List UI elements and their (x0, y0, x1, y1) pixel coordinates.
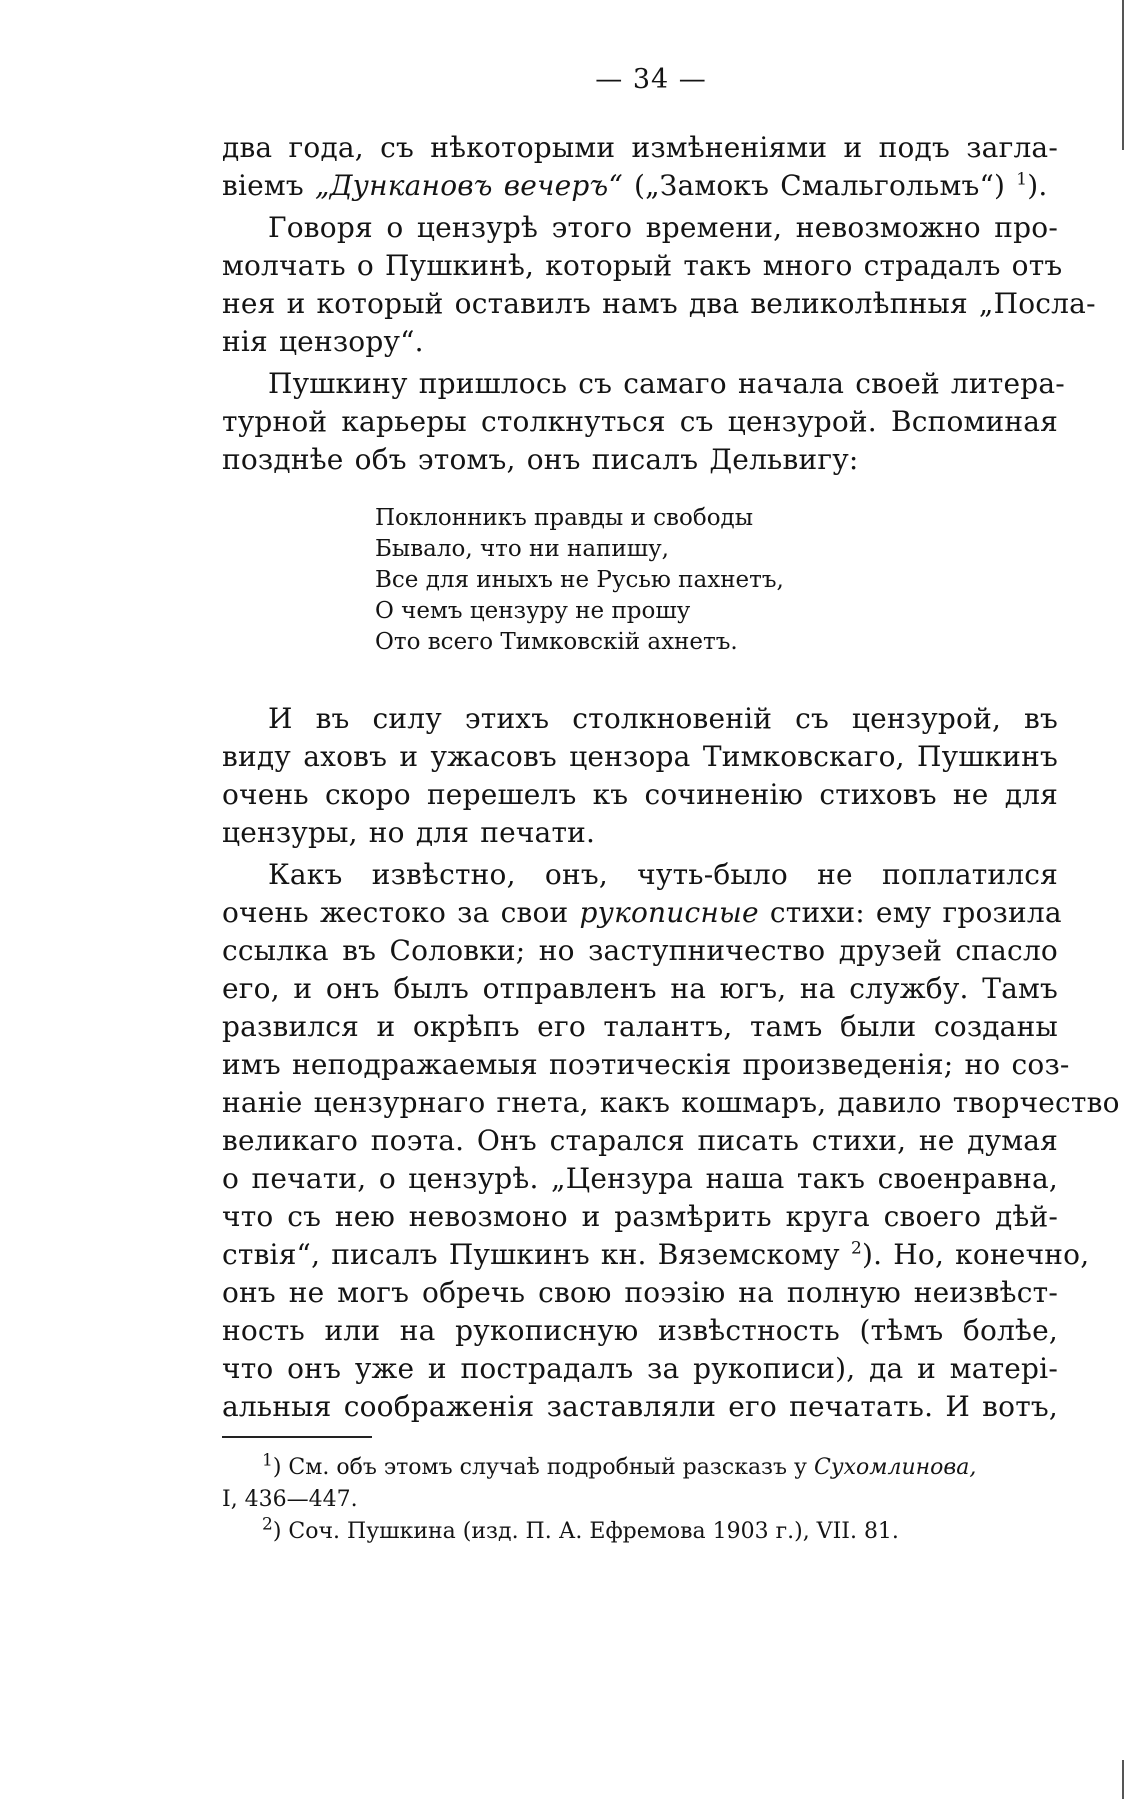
text-span: ). (1027, 169, 1048, 202)
footnote-ref: 2 (850, 1238, 862, 1259)
footnote-text: ) См. объ этомъ случаѣ подробный разсказъ у (272, 1455, 814, 1480)
author-name-italic: Сухомлинова, (814, 1455, 977, 1480)
paragraph-1 (222, 129, 1058, 205)
text-line: его, и онъ былъ отправленъ на югъ, на службу. Тамъ (222, 972, 1058, 1005)
text-span: („Замокъ Смальгольмъ“) (622, 169, 1017, 202)
text-line: два года, съ нѣкоторыми измѣненіями и подъ загла- (222, 131, 1058, 164)
text-line: очень скоро перешелъ къ сочиненію стиховъ не для (222, 778, 1058, 811)
text-line (222, 1236, 1090, 1274)
poem-quote (375, 503, 1058, 658)
footnote-1-continuation: I, 436—447. (222, 1487, 358, 1512)
emphasis-italic: рукописные (579, 896, 759, 929)
poem-line: О чемъ цензуру не прошу (375, 598, 691, 624)
text-line: нія цензору“. (222, 325, 424, 358)
text-line: Пушкину пришлось съ самаго начала своей литера- (268, 367, 1065, 400)
text-line: наніе цензурнаго гнета, какъ кошмаръ, давило творчество (222, 1086, 1120, 1119)
text-span: віемъ (222, 169, 315, 202)
text-line: виду аховъ и ужасовъ цензора Тимковскаго, Пушкинъ (222, 740, 1058, 773)
book-title-italic: „Дункановъ вечеръ“ (314, 169, 623, 202)
text-line: онъ не могъ обречь свою поэзію на полную неизвѣст- (222, 1276, 1058, 1309)
footnote-text: ) Соч. Пушкина (изд. П. А. Ефремова 1903 г.), VII. 81. (272, 1519, 899, 1544)
scan-edge-mark (1122, 0, 1124, 150)
paragraph-2 (222, 209, 1096, 361)
text-line: молчать о Пушкинѣ, который такъ много страдалъ отъ (222, 249, 1063, 282)
paragraph-3 (222, 365, 1065, 479)
paragraph-5 (222, 856, 1120, 1426)
paragraph-4 (222, 700, 1058, 852)
text-line: позднѣе объ этомъ, онъ писалъ Дельвигу: (222, 443, 859, 476)
footnote-2 (222, 1516, 1058, 1548)
text-line: что съ нею невозмоно и размѣрить круга своего дѣй- (222, 1200, 1058, 1233)
poem-line: Бывало, что ни напишу, (375, 536, 669, 562)
text-span: стихи: ему грозила (758, 896, 1062, 929)
text-line: что онъ уже и пострадалъ за рукописи), да и матері- (222, 1352, 1058, 1385)
footnote-divider (222, 1436, 372, 1438)
footnotes (222, 1452, 1058, 1548)
poem-line: Поклонникъ правды и свободы (375, 505, 754, 531)
text-line: цензуры, но для печати. (222, 816, 596, 849)
text-line: развился и окрѣпъ его талантъ, тамъ были созданы (222, 1010, 1058, 1043)
text-line: Говоря о цензурѣ этого времени, невозможно про- (268, 211, 1058, 244)
text-line: о печати, о цензурѣ. „Цензура наша такъ своенравна, (222, 1162, 1058, 1195)
footnote-marker: 2 (262, 1514, 273, 1535)
text-line: Какъ извѣстно, онъ, чуть-было не поплатился (268, 858, 1058, 891)
text-line: великаго поэта. Онъ старался писать стихи, не думая (222, 1124, 1058, 1157)
text-span: ствія“, писалъ Пушкинъ кн. Вяземскому (222, 1238, 851, 1271)
footnote-1 (222, 1452, 1058, 1484)
page-number: — 34 — (595, 64, 707, 95)
text-line: имъ неподражаемыя поэтическія произведенія; но соз- (222, 1048, 1070, 1081)
text-line: ссылка въ Соловки; но заступничество друзей спасло (222, 934, 1058, 967)
poem-line: Все для иныхъ не Русью пахнетъ, (375, 567, 784, 593)
text-line: И въ силу этихъ столкновеній съ цензурой, въ (268, 702, 1058, 735)
text-span: ). Но, конечно, (861, 1238, 1090, 1271)
text-line: нея и который оставилъ намъ два великолѣпныя „Посла- (222, 287, 1096, 320)
poem-line: Ото всего Тимковскій ахнетъ. (375, 629, 738, 655)
text-line: альныя соображенія заставляли его печатать. И вотъ, (222, 1390, 1058, 1423)
scan-edge-mark (1122, 1760, 1124, 1799)
text-line: турной карьеры столкнуться съ цензурой. Вспоминая (222, 405, 1058, 438)
footnote-ref: 1 (1016, 169, 1028, 190)
book-page (222, 64, 1120, 1548)
text-span: очень жестоко за свои (222, 896, 580, 929)
text-line (222, 167, 1058, 205)
text-line: ность или на рукописную извѣстность (тѣмъ болѣе, (222, 1314, 1058, 1347)
footnote-marker: 1 (262, 1450, 273, 1471)
text-line (222, 894, 1062, 932)
